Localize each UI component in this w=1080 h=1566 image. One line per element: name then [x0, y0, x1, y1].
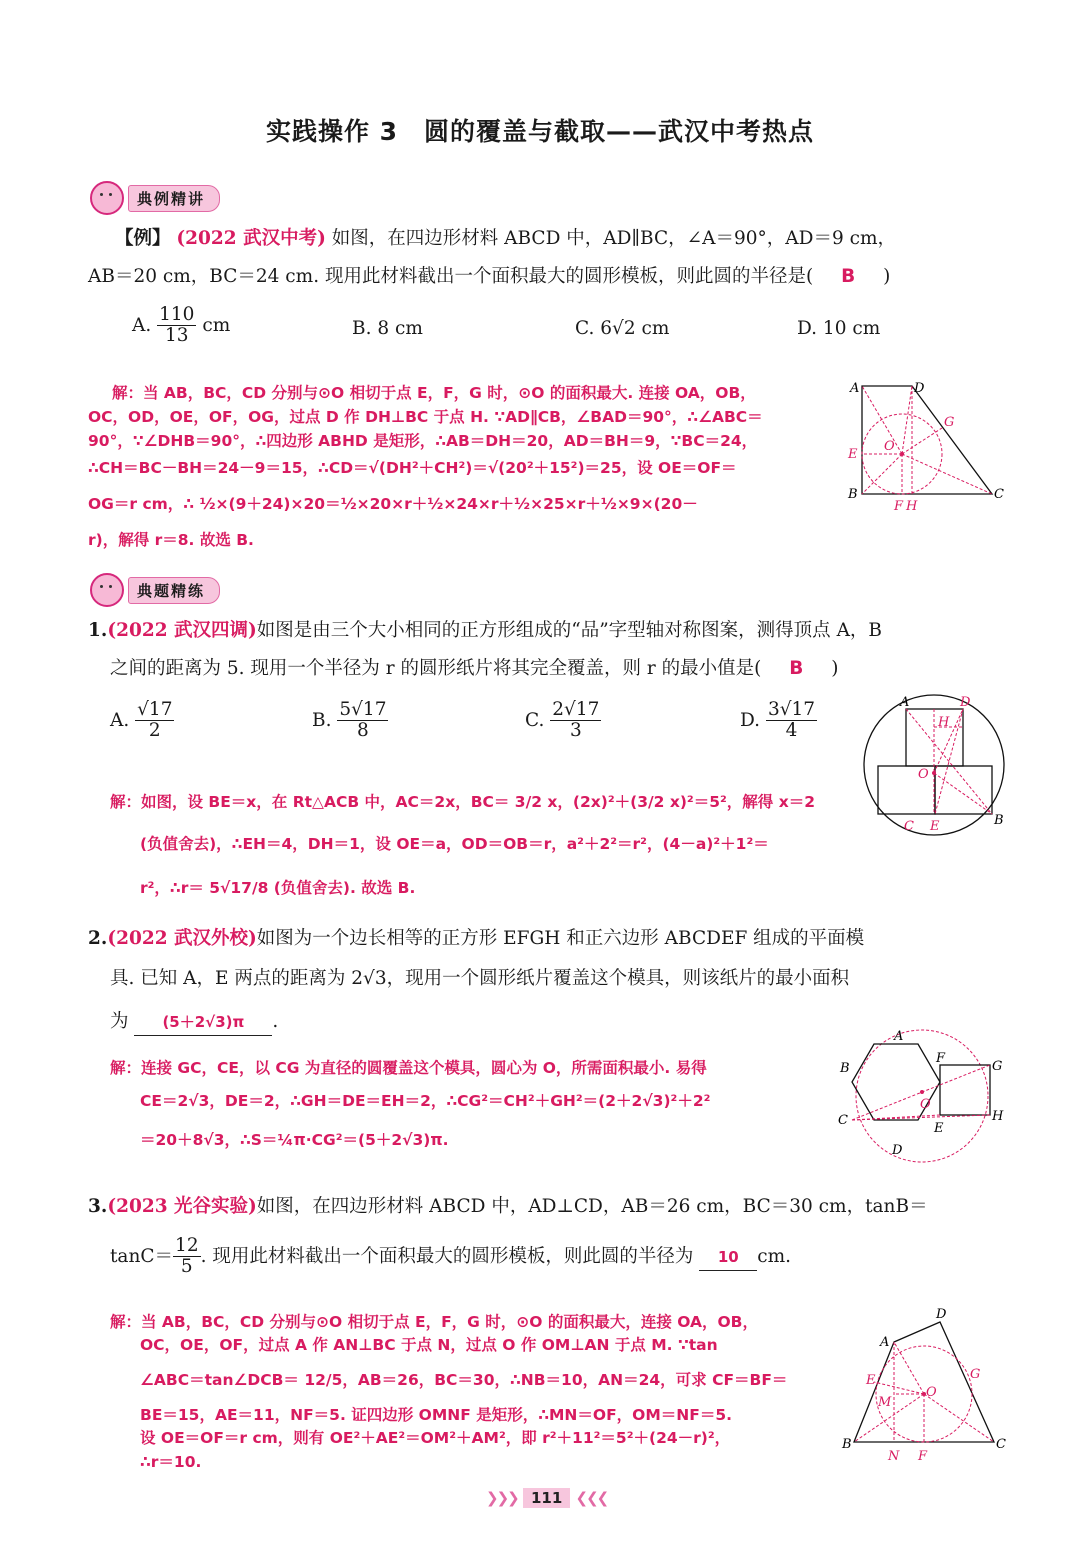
- fig-label: E: [866, 1373, 876, 1388]
- fig-label: G: [992, 1059, 1003, 1074]
- q1-line-1: [88, 618, 882, 644]
- fraction: [157, 305, 196, 347]
- option-label: A.: [110, 709, 130, 731]
- denominator: 4: [785, 720, 798, 742]
- fraction: [550, 700, 601, 742]
- denominator: 8: [357, 720, 369, 742]
- period: .: [272, 1011, 279, 1032]
- example-text-2: AB＝20 cm，BC＝24 cm. 现用此材料截出一个面积最大的圆形模板，则此圆的半径是(: [88, 266, 814, 287]
- fig-label: C: [994, 487, 1004, 502]
- fig-label: O: [918, 767, 929, 782]
- unit: cm: [202, 314, 231, 336]
- q3-line-2: [110, 1236, 791, 1278]
- question-number: 1.: [88, 620, 108, 641]
- fraction: [135, 700, 174, 742]
- mascot-icon: [90, 573, 124, 607]
- figure-trapezoid-example: [840, 378, 1010, 516]
- example-solution-1: 解：当 AB，BC，CD 分别与⊙O 相切于点 E，F，G 时，⊙O 的面积最大. 连接 OA，OB，: [112, 384, 756, 402]
- fig-label: A: [850, 381, 860, 396]
- q3-solution-2: OC，OE，OF，过点 A 作 AN⊥BC 于点 N，过点 O 作 OM⊥AN 于点 M. ∵tan: [140, 1336, 718, 1354]
- page-footer: [486, 1489, 607, 1507]
- q1-line-2: [110, 656, 838, 682]
- example-solution-6: r)，解得 r＝8. 故选 B.: [88, 531, 254, 549]
- fig-label: G: [944, 415, 955, 430]
- q3-text-2a: tanC＝: [110, 1245, 174, 1267]
- fig-label: H: [992, 1109, 1004, 1124]
- q2-answer-blank: [134, 1009, 272, 1036]
- q3-solution-4: BE＝15，AE＝11，NF＝5. 证四边形 OMNF 是矩形，∴MN＝OF，OM＝NF＝5.: [140, 1406, 732, 1424]
- option-label: A.: [132, 314, 152, 336]
- q2-solution-2: CE＝2√3，DE＝2，∴GH＝DE＝EH＝2，∴CG²＝CH²＋GH²＝(2＋2√3)²＋2²: [140, 1092, 711, 1110]
- example-answer: B: [841, 266, 856, 287]
- q1-option-d: [740, 700, 817, 742]
- q3-solution-6: ∴r＝10.: [140, 1453, 202, 1471]
- q3-text-2b: . 现用此材料截出一个面积最大的圆形模板，则此圆的半径为: [200, 1245, 694, 1267]
- denominator: 3: [569, 720, 582, 742]
- q1-option-c: [525, 700, 601, 742]
- fig-label: C: [996, 1437, 1006, 1452]
- section-label: 典题精练: [128, 577, 220, 604]
- q1-option-b: [312, 700, 388, 742]
- q3-answer: 10: [717, 1247, 739, 1266]
- denominator: 13: [165, 325, 189, 347]
- option-label: B.: [312, 709, 332, 731]
- q1-solution-2: (负值舍去)，∴EH＝4，DH＝1，设 OE＝a，OD＝OB＝r，a²＋2²＝r²，(4－a)²＋1²＝: [140, 835, 769, 853]
- q2-line-3: [110, 1009, 278, 1036]
- example-solution-5: OG＝r cm，∴ ½×(9＋24)×20＝½×20×r＋½×24×r＋½×25×r＋½×9×(20－: [88, 495, 698, 513]
- q2-text: 如图为一个边长相等的正方形 EFGH 和正六边形 ABCDEF 组成的平面模: [256, 928, 865, 949]
- denominator: 2: [148, 720, 161, 742]
- unit: cm.: [757, 1245, 792, 1267]
- fig-label: F: [918, 1449, 928, 1464]
- fig-label: H: [906, 499, 918, 514]
- question-number: 2.: [88, 928, 108, 949]
- q3-solution-5: 设 OE＝OF＝r cm，则有 OE²＋AE²＝OM²＋AM²，即 r²＋11²＝5²＋(24－r)²，: [140, 1429, 731, 1447]
- fig-label: D: [960, 695, 971, 710]
- figure-quadrilateral: [838, 1304, 1008, 1464]
- example-label: 【例】: [115, 228, 171, 249]
- fig-label: B: [994, 813, 1004, 828]
- q2-solution-1: 解：连接 GC，CE，以 CG 为直径的圆覆盖这个模具，圆心为 O，所需面积最小. 易得: [110, 1059, 707, 1077]
- q1-solution-1: 解：如图，设 BE＝x，在 Rt△ACB 中，AC＝2x，BC＝ 3/2 x，(2x)²＋(3/2 x)²＝5²，解得 x＝2: [110, 793, 815, 811]
- fig-label: N: [888, 1449, 900, 1464]
- fig-label: D: [892, 1143, 903, 1158]
- fraction: [766, 700, 817, 742]
- example-solution-4: ∴CH＝BC－BH＝24－9＝15，∴CD＝√(DH²＋CH²)＝√(20²＋15²)＝25，设 OE＝OF＝: [88, 459, 737, 477]
- q2-source: (2022 武汉外校): [107, 928, 257, 949]
- fig-label: D: [936, 1307, 947, 1322]
- fig-label: C: [904, 819, 914, 834]
- q1-solution-3: r²，∴r＝ 5√17/8 (负值舍去). 故选 B.: [140, 879, 416, 897]
- q3-source: (2023 光谷实验): [107, 1196, 257, 1217]
- section-banner-practice: [90, 576, 220, 604]
- chevrons-right-icon: ❯❯❯: [486, 1489, 518, 1507]
- fig-label: E: [848, 447, 858, 462]
- q3-solution-3: ∠ABC＝tan∠DCB＝ 12/5，AB＝26，BC＝30，∴NB＝10，AN＝24，可求 CF＝BF＝: [140, 1371, 788, 1389]
- q3-answer-blank: [699, 1244, 757, 1271]
- q2-solution-3: ＝20＋8√3，∴S＝¼π·CG²＝(5＋2√3)π.: [140, 1131, 449, 1149]
- q3-text: 如图，在四边形材料 ABCD 中，AD⊥CD，AB＝26 cm，BC＝30 cm，tanB＝: [256, 1196, 928, 1217]
- paren-close: ): [883, 266, 891, 287]
- section-label: 典例精讲: [128, 185, 220, 212]
- q1-text: 如图是由三个大小相同的正方形组成的“品”字型轴对称图案，测得顶点 A，B: [256, 620, 883, 641]
- numerator: 12: [175, 1235, 199, 1256]
- example-text: 如图，在四边形材料 ABCD 中，AD∥BC，∠A＝90°，AD＝9 cm，: [331, 228, 897, 249]
- q2-answer: (5＋2√3)π: [162, 1013, 245, 1031]
- q1-text-2: 之间的距离为 5. 现用一个半径为 r 的圆形纸片将其完全覆盖，则 r 的最小值是(: [110, 658, 762, 679]
- numerator: 3√17: [767, 699, 816, 720]
- example-solution-3: 90°，∵∠DHB＝90°，∴四边形 ABHD 是矩形，∴AB＝DH＝20，AD＝BH＝9，∵BC＝24，: [88, 432, 758, 450]
- q2-text-3: 为: [110, 1011, 129, 1032]
- section-banner-examples: [90, 184, 220, 212]
- fig-label: E: [930, 819, 940, 834]
- fig-label: C: [838, 1113, 848, 1128]
- chevrons-left-icon: ❮❮❮: [575, 1489, 608, 1507]
- figure-hexagon-square: [836, 1024, 1008, 1164]
- option-label: D.: [740, 709, 761, 731]
- q3-solution-1: 解：当 AB，BC，CD 分别与⊙O 相切于点 E，F，G 时，⊙O 的面积最大，连接 OA，OB，: [110, 1313, 758, 1331]
- example-line-1: [115, 226, 896, 252]
- example-line-2: [88, 264, 890, 290]
- fig-label: B: [840, 1061, 850, 1076]
- example-solution-2: OC，OD，OE，OF，OG，过点 D 作 DH⊥BC 于点 H. ∵AD∥CB，∠BAD＝90°，∴∠ABC＝: [88, 408, 763, 426]
- q1-source: (2022 武汉四调): [107, 620, 257, 641]
- q1-option-a: [110, 700, 174, 742]
- numerator: 2√17: [552, 699, 600, 720]
- fig-label: F: [936, 1051, 946, 1066]
- paren-close: ): [831, 658, 839, 679]
- fig-label: H: [938, 715, 950, 730]
- q1-answer: B: [789, 658, 804, 679]
- fig-label: O: [920, 1097, 931, 1112]
- fig-label: E: [934, 1121, 944, 1136]
- denominator: 5: [180, 1256, 193, 1278]
- option-label: C.: [525, 709, 545, 731]
- fig-label: D: [914, 381, 925, 396]
- numerator: √17: [137, 699, 173, 720]
- fig-label: A: [900, 695, 910, 710]
- fig-label: B: [848, 487, 858, 502]
- q2-line-1: [88, 926, 864, 952]
- fig-label: M: [878, 1395, 892, 1410]
- fig-label: B: [842, 1437, 852, 1452]
- page-number: 111: [523, 1488, 570, 1508]
- fig-label: O: [884, 439, 895, 454]
- fig-label: G: [970, 1367, 981, 1382]
- fig-label: A: [894, 1029, 904, 1044]
- fig-label: F: [894, 499, 904, 514]
- figure-pin-shape: [858, 690, 1008, 840]
- fraction: [173, 1236, 201, 1278]
- q3-line-1: [88, 1194, 928, 1220]
- numerator: 110: [159, 304, 195, 325]
- example-option-b: B. 8 cm: [352, 318, 423, 339]
- example-source: (2022 武汉中考): [176, 228, 326, 249]
- q2-line-2: 具. 已知 A，E 两点的距离为 2√3，现用一个圆形纸片覆盖这个模具，则该纸片的最小面积: [110, 968, 850, 989]
- example-option-d: D. 10 cm: [797, 318, 881, 339]
- example-option-a: [132, 305, 230, 347]
- numerator: 5√17: [339, 699, 387, 720]
- fraction: [337, 700, 388, 742]
- fig-label: A: [880, 1335, 890, 1350]
- page-title: 实践操作 3 圆的覆盖与截取——武汉中考热点: [265, 117, 815, 146]
- example-option-c: C. 6√2 cm: [575, 318, 670, 339]
- question-number: 3.: [88, 1196, 108, 1217]
- fig-label: O: [926, 1385, 937, 1400]
- mascot-icon: [90, 181, 124, 215]
